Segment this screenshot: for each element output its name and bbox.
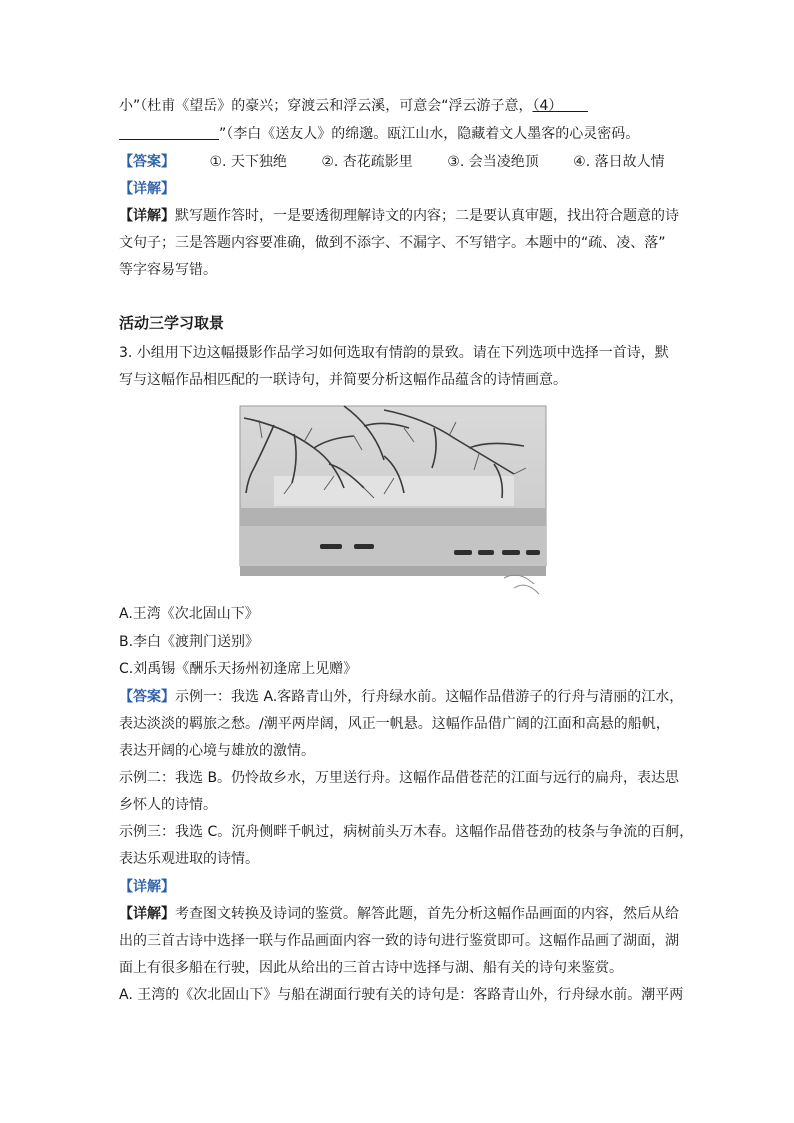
option-b [119,632,259,652]
q3-detail-line-2 [119,931,679,951]
q3-detail-text-2: 出的三首古诗中选择一联与作品画面内容一致的诗句进行鉴赏即可。这幅作品画了湖面，湖 [119,933,679,949]
option-c [119,659,357,679]
q3-answer-text-5: 乡怀人的诗情。 [119,797,217,813]
q3-detail-line-3 [119,958,623,978]
q3-answer-line-6 [119,822,693,842]
detail-label-row [119,179,175,199]
q3-text-1: 3. 小组用下边这幅摄影作品学习如何选取有情韵的景致。请在下列选项中选择一首诗，默 [119,345,669,361]
text-line-2-content: ”（李白《送友人》的绵邈。瓯江山水，隐藏着文人墨客的心灵密码。 [219,126,640,142]
detail-text-1: 默写题作答时，一是要透彻理解诗文的内容；二是要认真审题，找出符合题意的诗 [175,208,679,224]
q3-detail-text-3: 面上有很多船在行驶，因此从给出的三首古诗中选择与湖、船有关的诗句来鉴赏。 [119,960,623,976]
q3-answer-text-2: 表达淡淡的羁旅之愁。/潮平两岸阔，风正一帆悬。这幅作品借广阔的江面和高悬的船帆， [119,716,670,732]
q3-answer-text-4: 示例二：我选 B。仍怜故乡水，万里送行舟。这幅作品借苍茫的江面与远行的扁舟，表达思 [119,770,680,786]
answer-item-2: ②. 杏花疏影里 [321,154,413,170]
blank-number-4: （4） [532,98,563,114]
option-c-text: C.刘禹锡《酬乐天扬州初逢席上见赠》 [119,661,358,677]
q3-answer-label: 【答案】 [119,689,175,705]
q3-detail-text-4: A. 王湾的《次北固山下》与船在湖面行驶有关的诗句是：客路青山外，行舟绿水前。潮平两 [119,987,684,1003]
answer-item-3: ③. 会当凌绝顶 [447,154,539,170]
answer-label: 【答案】 [119,154,175,170]
q3-answer-line-2 [119,714,670,734]
q3-answer-line-4 [119,768,679,788]
q3-answer-text-6: 示例三：我选 C。沉舟侧畔千帆过，病树前头万木春。这幅作品借苍劲的枝条与争流的百舸， [119,824,694,840]
lake-boats-photo [234,398,552,602]
q3-line-2 [119,370,567,390]
detail-line-1 [119,206,679,226]
q3-answer-text-7: 表达乐观进取的诗情。 [119,851,259,867]
detail-tag: 【详解】 [119,208,175,224]
detail-line-3 [119,260,217,280]
text-line-1 [119,96,588,116]
detail-text-2: 文句子；三是答题内容要准确，做到不添字、不漏字、不写错字。本题中的“疏、凌、落” [119,235,666,251]
answer-row [119,152,665,172]
q3-detail-label-row [119,877,175,897]
blank-underline-tail [562,97,588,112]
q3-answer-line-7 [119,849,259,869]
answer-item-4: ④. 落日故人情 [573,154,665,170]
q3-detail-text-1: 考查图文转换及诗词的鉴赏。解答此题，首先分析这幅作品画面的内容，然后从给 [175,906,679,922]
detail-text-3: 等字容易写错。 [119,262,217,278]
text-line-1-content: 小”（杜甫《望岳》的豪兴；穿渡云和浮云溪，可意会“浮云游子意， [119,98,533,114]
q3-answer-text-1: 示例一：我选 A.客路青山外，行舟绿水前。这幅作品借游子的行舟与清丽的江水， [175,689,684,705]
q3-answer-line-3 [119,741,315,761]
q3-detail-line-4 [119,985,683,1005]
option-a-text: A.王湾《次北固山下》 [119,606,259,622]
q3-answer-text-3: 表达开阔的心境与雄放的激情。 [119,743,315,759]
section-title: 活动三学习取景 [119,314,225,332]
option-a [119,604,259,624]
q3-answer-line-1 [119,687,683,707]
detail-label: 【详解】 [119,181,175,197]
answer-item-1: ①. 天下独绝 [209,154,287,170]
text-line-2 [119,124,639,144]
blank-underline-4 [119,125,219,140]
q3-answer-line-5 [119,795,217,815]
q3-detail-line-1 [119,904,679,924]
q3-text-2: 写与这幅作品相匹配的一联诗句，并简要分析这幅作品蕴含的诗情画意。 [119,372,567,388]
option-b-text: B.李白《渡荆门送别》 [119,634,260,650]
q3-line-1 [119,343,669,363]
q3-detail-tag: 【详解】 [119,906,175,922]
q3-detail-label: 【详解】 [119,879,175,895]
detail-line-2 [119,233,666,253]
